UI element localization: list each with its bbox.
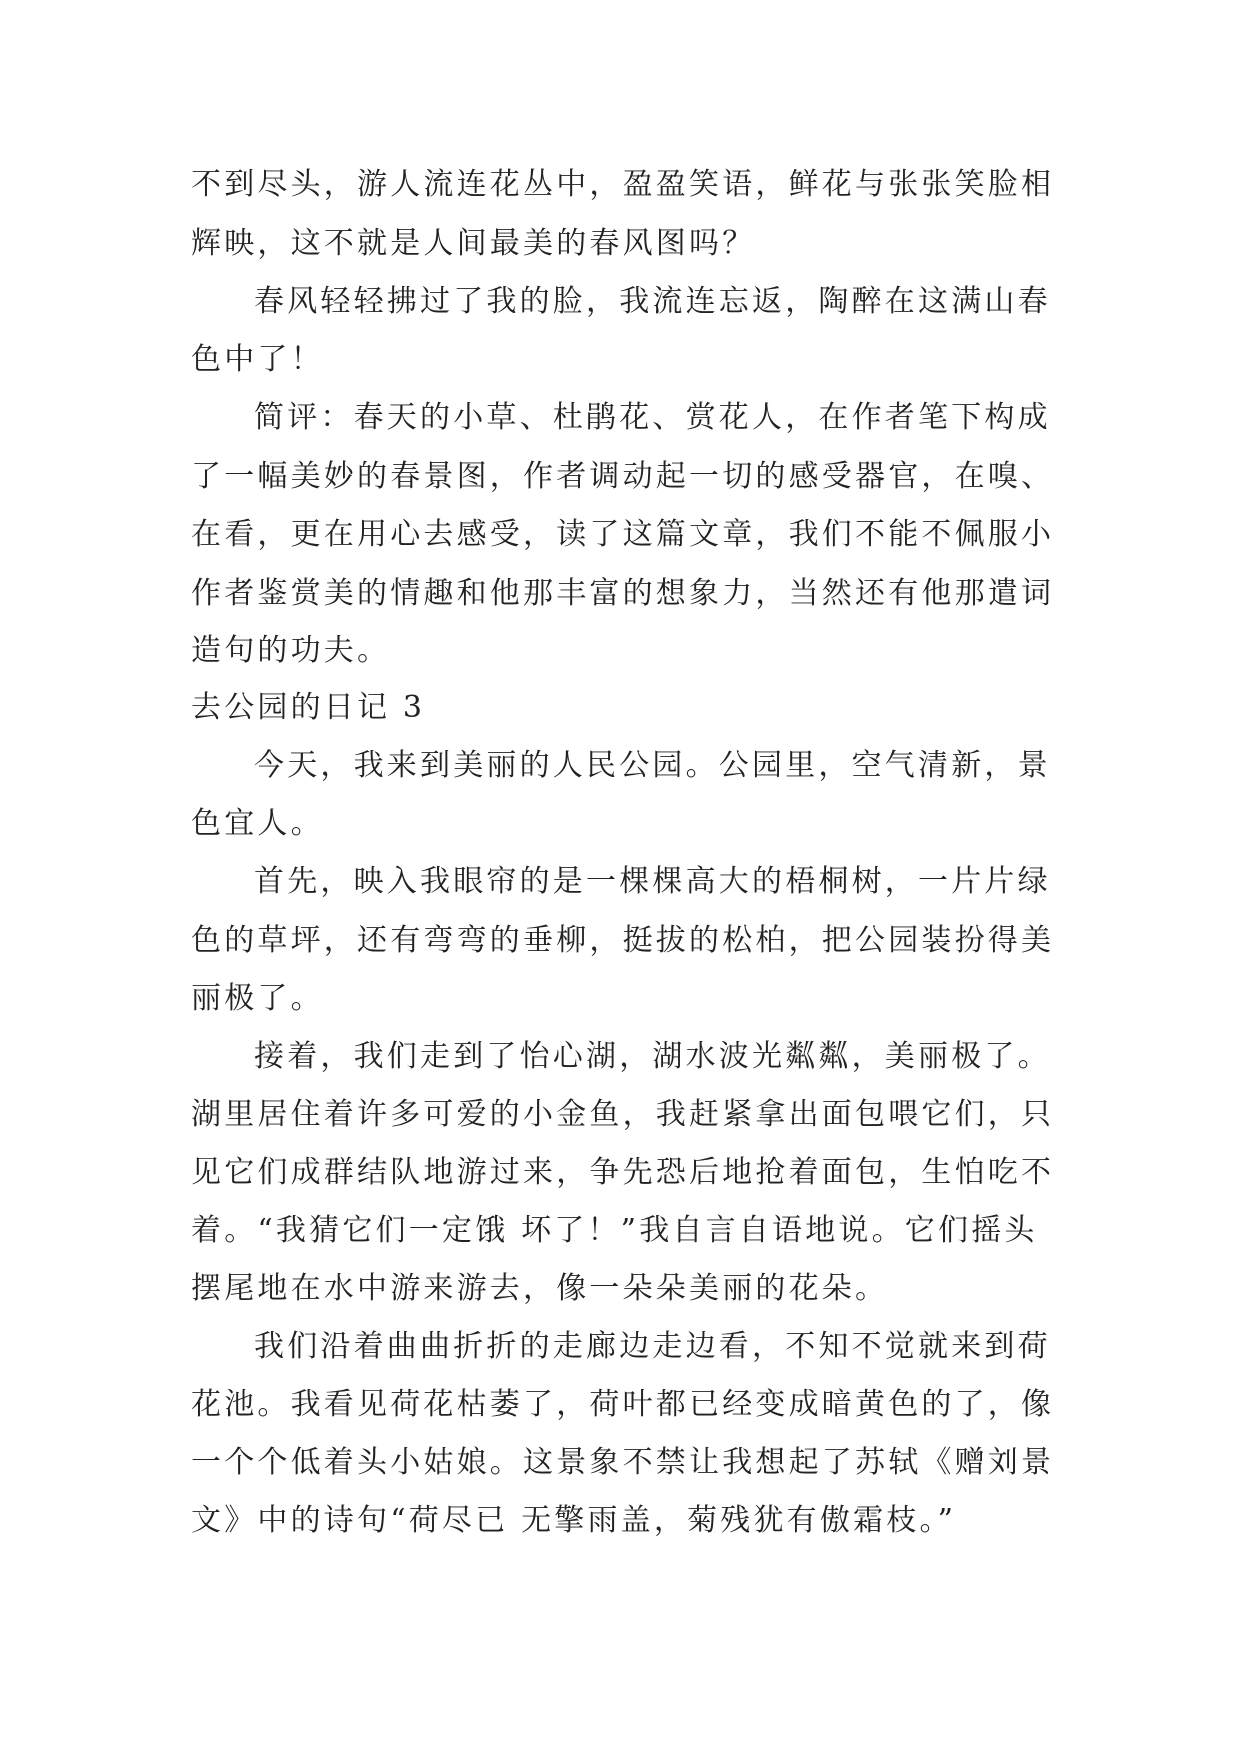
text-line: 见它们成群结队地游过来，争先恐后地抢着面包，生怕吃不	[191, 1155, 1055, 1190]
text-line: 辉映，这不就是人间最美的春风图吗？	[191, 226, 756, 261]
text-line: 不到尽头，游人流连花丛中，盈盈笑语，鲜花与张张笑脸相	[191, 167, 1055, 202]
text-line: 文》中的诗句“荷尽已 无擎雨盖，菊残犹有傲霜枝。”	[191, 1503, 957, 1538]
text-line: 花池。我看见荷花枯萎了，荷叶都已经变成暗黄色的了，像	[191, 1387, 1055, 1422]
paragraph-start: 接着，我们走到了怡心湖，湖水波光粼粼，美丽极了。	[254, 1039, 1051, 1074]
text-line: 造句的功夫。	[191, 633, 391, 668]
paragraph-start: 简评：春天的小草、杜鹃花、赏花人，在作者笔下构成	[254, 400, 1051, 435]
paragraph-start: 首先，映入我眼帘的是一棵棵高大的梧桐树，一片片绿	[254, 864, 1051, 899]
text-line: 丽极了。	[191, 981, 324, 1016]
text-line: 色宜人。	[191, 806, 324, 841]
section-heading: 去公园的日记 3	[191, 690, 426, 725]
text-line: 作者鉴赏美的情趣和他那丰富的想象力，当然还有他那遣词	[191, 576, 1055, 611]
paragraph-start: 春风轻轻拂过了我的脸，我流连忘返，陶醉在这满山春	[254, 284, 1051, 319]
text-line: 着。“我猜它们一定饿 坏了！”我自言自语地说。它们摇头	[191, 1213, 1038, 1248]
paragraph-start: 今天，我来到美丽的人民公园。公园里，空气清新，景	[254, 748, 1051, 783]
text-line: 色中了！	[191, 342, 324, 377]
text-line: 在看，更在用心去感受，读了这篇文章，我们不能不佩服小	[191, 517, 1055, 552]
text-line: 一个个低着头小姑娘。这景象不禁让我想起了苏轼《赠刘景	[191, 1445, 1055, 1480]
text-line: 色的草坪，还有弯弯的垂柳，挺拔的松柏，把公园装扮得美	[191, 923, 1055, 958]
text-line: 湖里居住着许多可爱的小金鱼，我赶紧拿出面包喂它们，只	[191, 1097, 1055, 1132]
text-line: 摆尾地在水中游来游去，像一朵朵美丽的花朵。	[191, 1271, 889, 1306]
paragraph-start: 我们沿着曲曲折折的走廊边走边看，不知不觉就来到荷	[254, 1329, 1051, 1364]
text-line: 了一幅美妙的春景图，作者调动起一切的感受器官，在嗅、	[191, 459, 1055, 494]
